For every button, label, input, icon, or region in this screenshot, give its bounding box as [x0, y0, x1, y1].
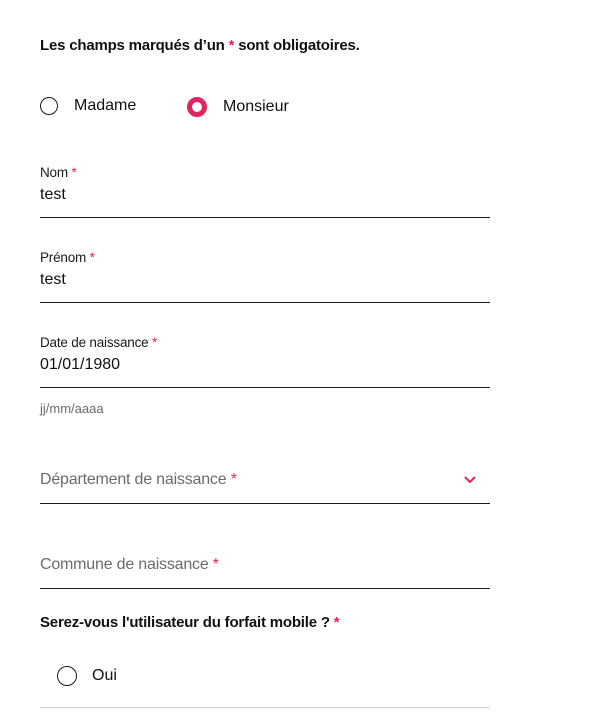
radio-monsieur[interactable] [187, 97, 289, 117]
date-format-hint: jj/mm/aaaa [40, 401, 104, 416]
radio-label-madame[interactable]: Madame [74, 97, 137, 114]
radio-circle-monsieur[interactable] [187, 97, 207, 117]
nom-input[interactable]: test [40, 186, 66, 203]
prenom-field[interactable] [40, 250, 490, 303]
radio-madame[interactable] [40, 97, 136, 115]
chevron-down-icon[interactable] [464, 474, 476, 486]
utilisateur-question: Serez-vous l'utilisateur du forfait mobile ? * [40, 614, 340, 631]
notice-prefix: Les champs marqués d’un [40, 37, 229, 54]
radio-circle-madame[interactable] [40, 97, 58, 115]
radio-label-monsieur[interactable]: Monsieur [223, 98, 289, 115]
required-asterisk: * [228, 37, 235, 54]
required-fields-notice [40, 37, 360, 54]
radio-label-oui[interactable]: Oui [92, 667, 117, 684]
date-naissance-label: Date de naissance * [40, 335, 158, 350]
departement-select[interactable] [40, 471, 490, 504]
divider [40, 707, 490, 708]
radio-circle-oui[interactable] [57, 666, 77, 686]
prenom-label: Prénom * [40, 250, 95, 265]
commune-placeholder: Commune de naissance * [40, 556, 219, 573]
date-naissance-field[interactable] [40, 335, 490, 388]
prenom-input[interactable]: test [40, 271, 66, 288]
nom-field[interactable] [40, 165, 490, 218]
notice-suffix: sont obligatoires. [234, 37, 360, 54]
commune-input[interactable] [40, 556, 490, 589]
date-naissance-input[interactable]: 01/01/1980 [40, 356, 121, 373]
nom-label: Nom * [40, 165, 77, 180]
radio-oui[interactable] [57, 666, 117, 686]
departement-placeholder: Département de naissance * [40, 471, 237, 488]
